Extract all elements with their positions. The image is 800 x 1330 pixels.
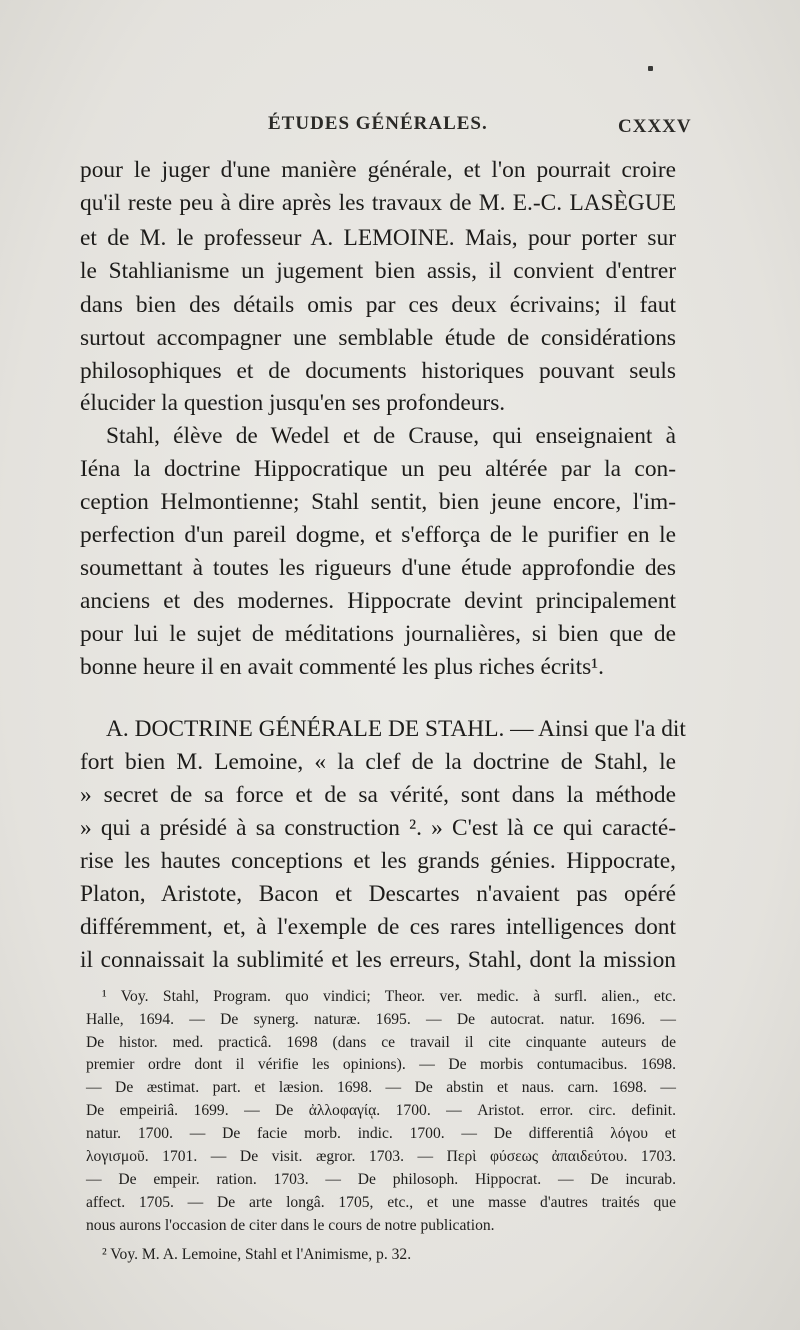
body-line: anciens et des modernes. Hippocrate devint principalement [80, 588, 676, 614]
body-line: pour lui le sujet de méditations journalières, si bien que de [80, 621, 676, 647]
footnote-line: — De empeir. ration. 1703. — De philosoph. Hippocrat. — De incurab. [86, 1171, 676, 1188]
body-line: pour le juger d'une manière générale, et l'on pourrait croire [80, 157, 676, 183]
footnote-line: λογισμοῦ. 1701. — De visit. ægror. 1703. — Περὶ φύσεως ἀπαιδεύτου. 1703. [86, 1148, 676, 1165]
page-number: CXXXV [618, 116, 692, 137]
body-line: Iéna la doctrine Hippocratique un peu altérée par la con- [80, 456, 676, 482]
body-line: élucider la question jusqu'en ses profondeurs. [80, 390, 506, 416]
body-line: et de M. le professeur A. LEMOINE. Mais, pour porter sur [80, 225, 676, 251]
body-line: ception Helmontienne; Stahl sentit, bien jeune encore, l'im- [80, 489, 676, 515]
body-line: il connaissait la sublimité et les erreurs, Stahl, dont la mission [80, 947, 676, 973]
footnote-line: De empeiriâ. 1699. — De ἀλλοφαγίᾳ. 1700. — Aristot. error. circ. definit. [86, 1102, 676, 1119]
body-line: » qui a présidé à sa construction ². » C'est là ce qui caracté- [80, 815, 676, 841]
footnote-line: premier ordre dont il vérifie les opinions). — De morbis contumacibus. 1698. [86, 1056, 676, 1073]
footnote-line: nous aurons l'occasion de citer dans le cours de notre publication. [86, 1217, 495, 1234]
body-line: qu'il reste peu à dire après les travaux de M. E.-C. LASÈGUE [80, 190, 676, 216]
running-title: ÉTUDES GÉNÉRALES. [268, 113, 488, 134]
body-line: bonne heure il en avait commenté les plus riches écrits¹. [80, 654, 605, 680]
footnote-line: natur. 1700. — De facie morb. indic. 1700. — De differentiâ λόγου et [86, 1125, 676, 1142]
body-line: Stahl, élève de Wedel et de Crause, qui enseignaient à [106, 423, 676, 449]
footnote-line: ² Voy. M. A. Lemoine, Stahl et l'Animisme, p. 32. [102, 1246, 412, 1263]
body-line: surtout accompagner une semblable étude de considérations [80, 325, 676, 351]
body-line: philosophiques et de documents historiques pouvant seuls [80, 358, 676, 384]
body-line: dans bien des détails omis par ces deux écrivains; il faut [80, 292, 676, 318]
body-line: » secret de sa force et de sa vérité, sont dans la méthode [80, 782, 676, 808]
footnote-line: Halle, 1694. — De synerg. naturæ. 1695. — De autocrat. natur. 1696. — [86, 1011, 676, 1028]
body-line: Platon, Aristote, Bacon et Descartes n'avaient pas opéré [80, 881, 676, 907]
body-line: le Stahlianisme un jugement bien assis, il convient d'entrer [80, 258, 676, 284]
ink-speck [648, 66, 653, 71]
footnote-line: De histor. med. practicâ. 1698 (dans ce travail il cite cinquante auteurs de [86, 1034, 676, 1051]
footnote-line: affect. 1705. — De arte longâ. 1705, etc., et une masse d'autres traités que [86, 1194, 676, 1211]
body-line: perfection d'un pareil dogme, et s'efforça de le purifier en le [80, 522, 676, 548]
body-line: fort bien M. Lemoine, « la clef de la doctrine de Stahl, le [80, 749, 676, 775]
section-heading-line: A. DOCTRINE GÉNÉRALE DE STAHL. — Ainsi que l'a dit [106, 716, 686, 742]
body-line: différemment, et, à l'exemple de ces rares intelligences dont [80, 914, 676, 940]
body-line: rise les hautes conceptions et les grands génies. Hippocrate, [80, 848, 676, 874]
footnote-line: — De æstimat. part. et læsion. 1698. — De abstin et naus. carn. 1698. — [86, 1079, 676, 1096]
body-line: soumettant à toutes les rigueurs d'une étude approfondie des [80, 555, 676, 581]
footnote-line: ¹ Voy. Stahl, Program. quo vindici; Theor. ver. medic. à surfl. alien., etc. [102, 988, 676, 1005]
